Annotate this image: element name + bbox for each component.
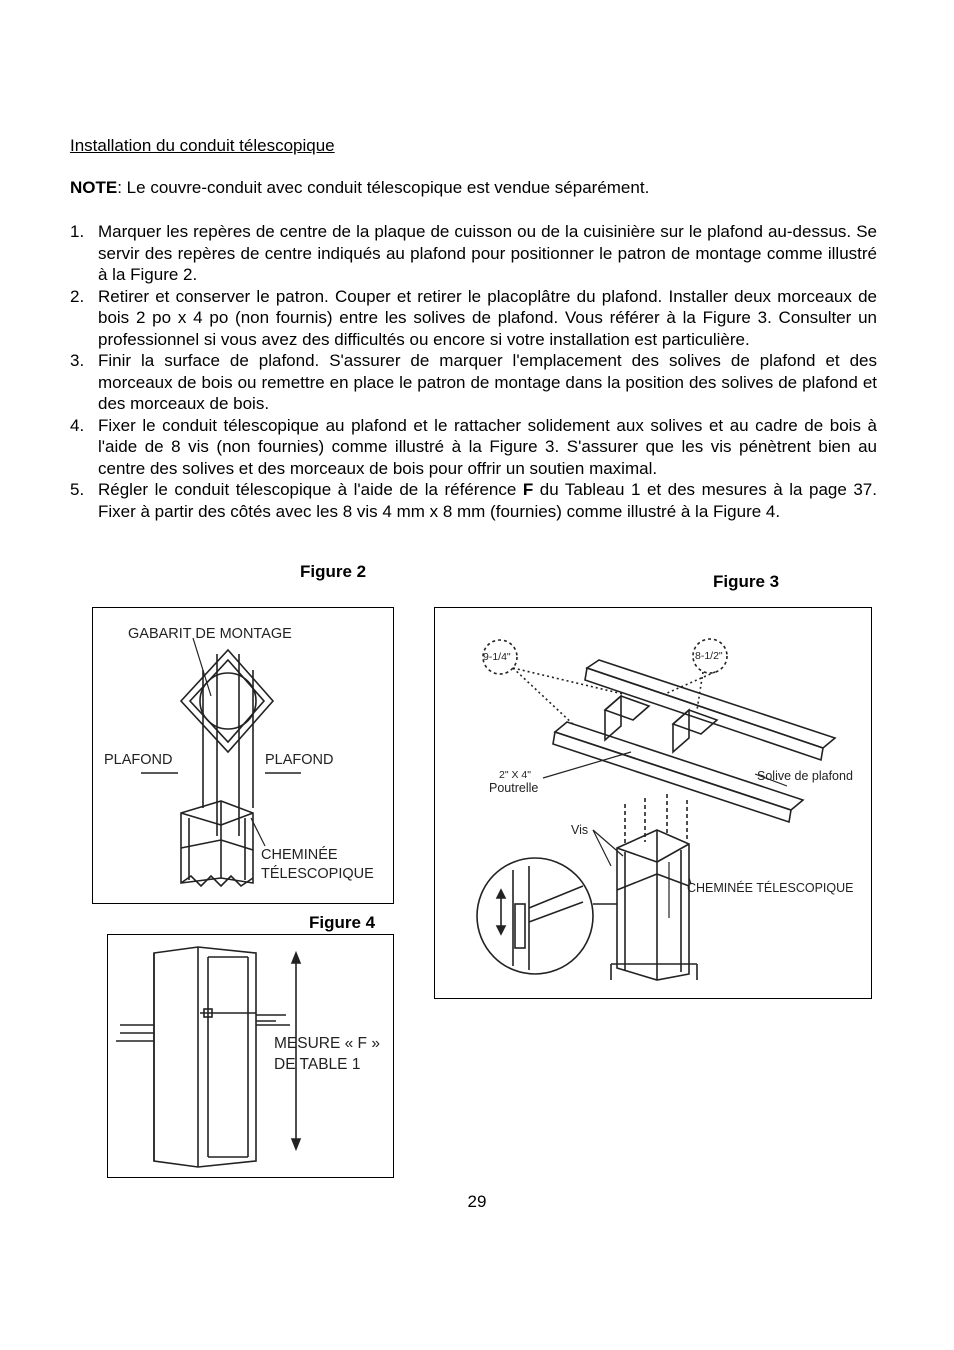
step-5	[70, 479, 877, 522]
measure-label-1: MESURE « F »	[274, 1035, 380, 1052]
step-number: 3.	[70, 351, 85, 370]
step-number: 2.	[70, 286, 85, 306]
step-text: Finir la surface de plafond. S'assurer de marquer l'emplacement des solives de plafond et des morceaux de bois ou remettre en place le patron de montage dans la position des solives de plafond et des morceaux de bois.	[98, 351, 877, 413]
figure-4	[107, 934, 394, 1178]
figure-4-drawing	[108, 935, 393, 1177]
step-1	[70, 221, 877, 286]
dimension-left: 9-1/4"	[483, 651, 511, 663]
figure-2-label: Figure 2	[300, 562, 367, 581]
step-ref: F	[522, 480, 534, 499]
chimney-label-1: CHEMINÉE	[261, 847, 338, 863]
instruction-steps	[70, 221, 877, 522]
figure-2-drawing	[93, 608, 393, 903]
note-label: NOTE	[70, 178, 118, 197]
step-number: 4.	[70, 415, 85, 435]
ceiling-left-label: PLAFOND	[104, 752, 173, 768]
figure-3-label: Figure 3	[713, 572, 780, 591]
section-title: Installation du conduit télescopique	[70, 136, 335, 155]
chimney-label-2: TÉLESCOPIQUE	[261, 866, 374, 882]
screws-label: Vis	[571, 823, 589, 837]
step-2	[70, 286, 877, 351]
step-number: 5.	[70, 480, 85, 499]
note	[70, 177, 649, 199]
template-label: GABARIT DE MONTAGE	[128, 626, 292, 642]
step-text-a: Régler le conduit télescopique à l'aide de la référence	[98, 480, 523, 499]
beam-size-label: 2" X 4"	[499, 769, 531, 781]
figure-3-drawing	[435, 608, 871, 998]
measure-label-2: DE TABLE 1	[274, 1056, 361, 1073]
figure-3	[434, 607, 872, 999]
figure-2	[92, 607, 394, 904]
joist-label: Solive de plafond	[757, 769, 853, 783]
step-text: Retirer et conserver le patron. Couper et retirer le placoplâtre du plafond. Installer deux morceaux de bois 2 po x 4 po (non fournis) entre les solives de plafond. Vous référer à la Figure 3. Consulter un professionnel si vous avez des difficultés ou encore si votre installation est particulière.	[98, 286, 877, 349]
step-4	[70, 415, 877, 480]
step-text-b: du Tableau 1 et des mesures à la page 37. Fixer à partir des côtés avec les 8 vis 4 mm x 8 mm (fournies) comme illustré à la Figure 4.	[98, 480, 877, 521]
step-3	[70, 350, 877, 415]
dimension-right: 8-1/2"	[695, 650, 723, 662]
step-text: Marquer les repères de centre de la plaque de cuisson ou de la cuisinière sur le plafond au-dessus. Se servir des repères de centre indiqués au plafond pour positionner le patron de montage comme illustré à la Figure 2.	[98, 222, 877, 284]
ceiling-right-label: PLAFOND	[265, 752, 334, 768]
note-text: : Le couvre-conduit avec conduit télescopique est vendue séparément.	[117, 178, 650, 197]
beam-name-label: Poutrelle	[489, 781, 539, 795]
chimney-label: CHEMINÉE TÉLESCOPIQUE	[687, 881, 854, 895]
step-number: 1.	[70, 222, 85, 241]
step-text: Fixer le conduit télescopique au plafond et le rattacher solidement aux solives et au cadre de bois à l'aide de 8 vis (non fournies) comme illustré à la Figure 3. S'assurer que les vis pénètrent bien au centre des solives et des morceaux de bois pour offrir un soutien maximal.	[98, 415, 877, 478]
page-number: 29	[467, 1192, 487, 1211]
figure-4-label: Figure 4	[309, 913, 376, 932]
